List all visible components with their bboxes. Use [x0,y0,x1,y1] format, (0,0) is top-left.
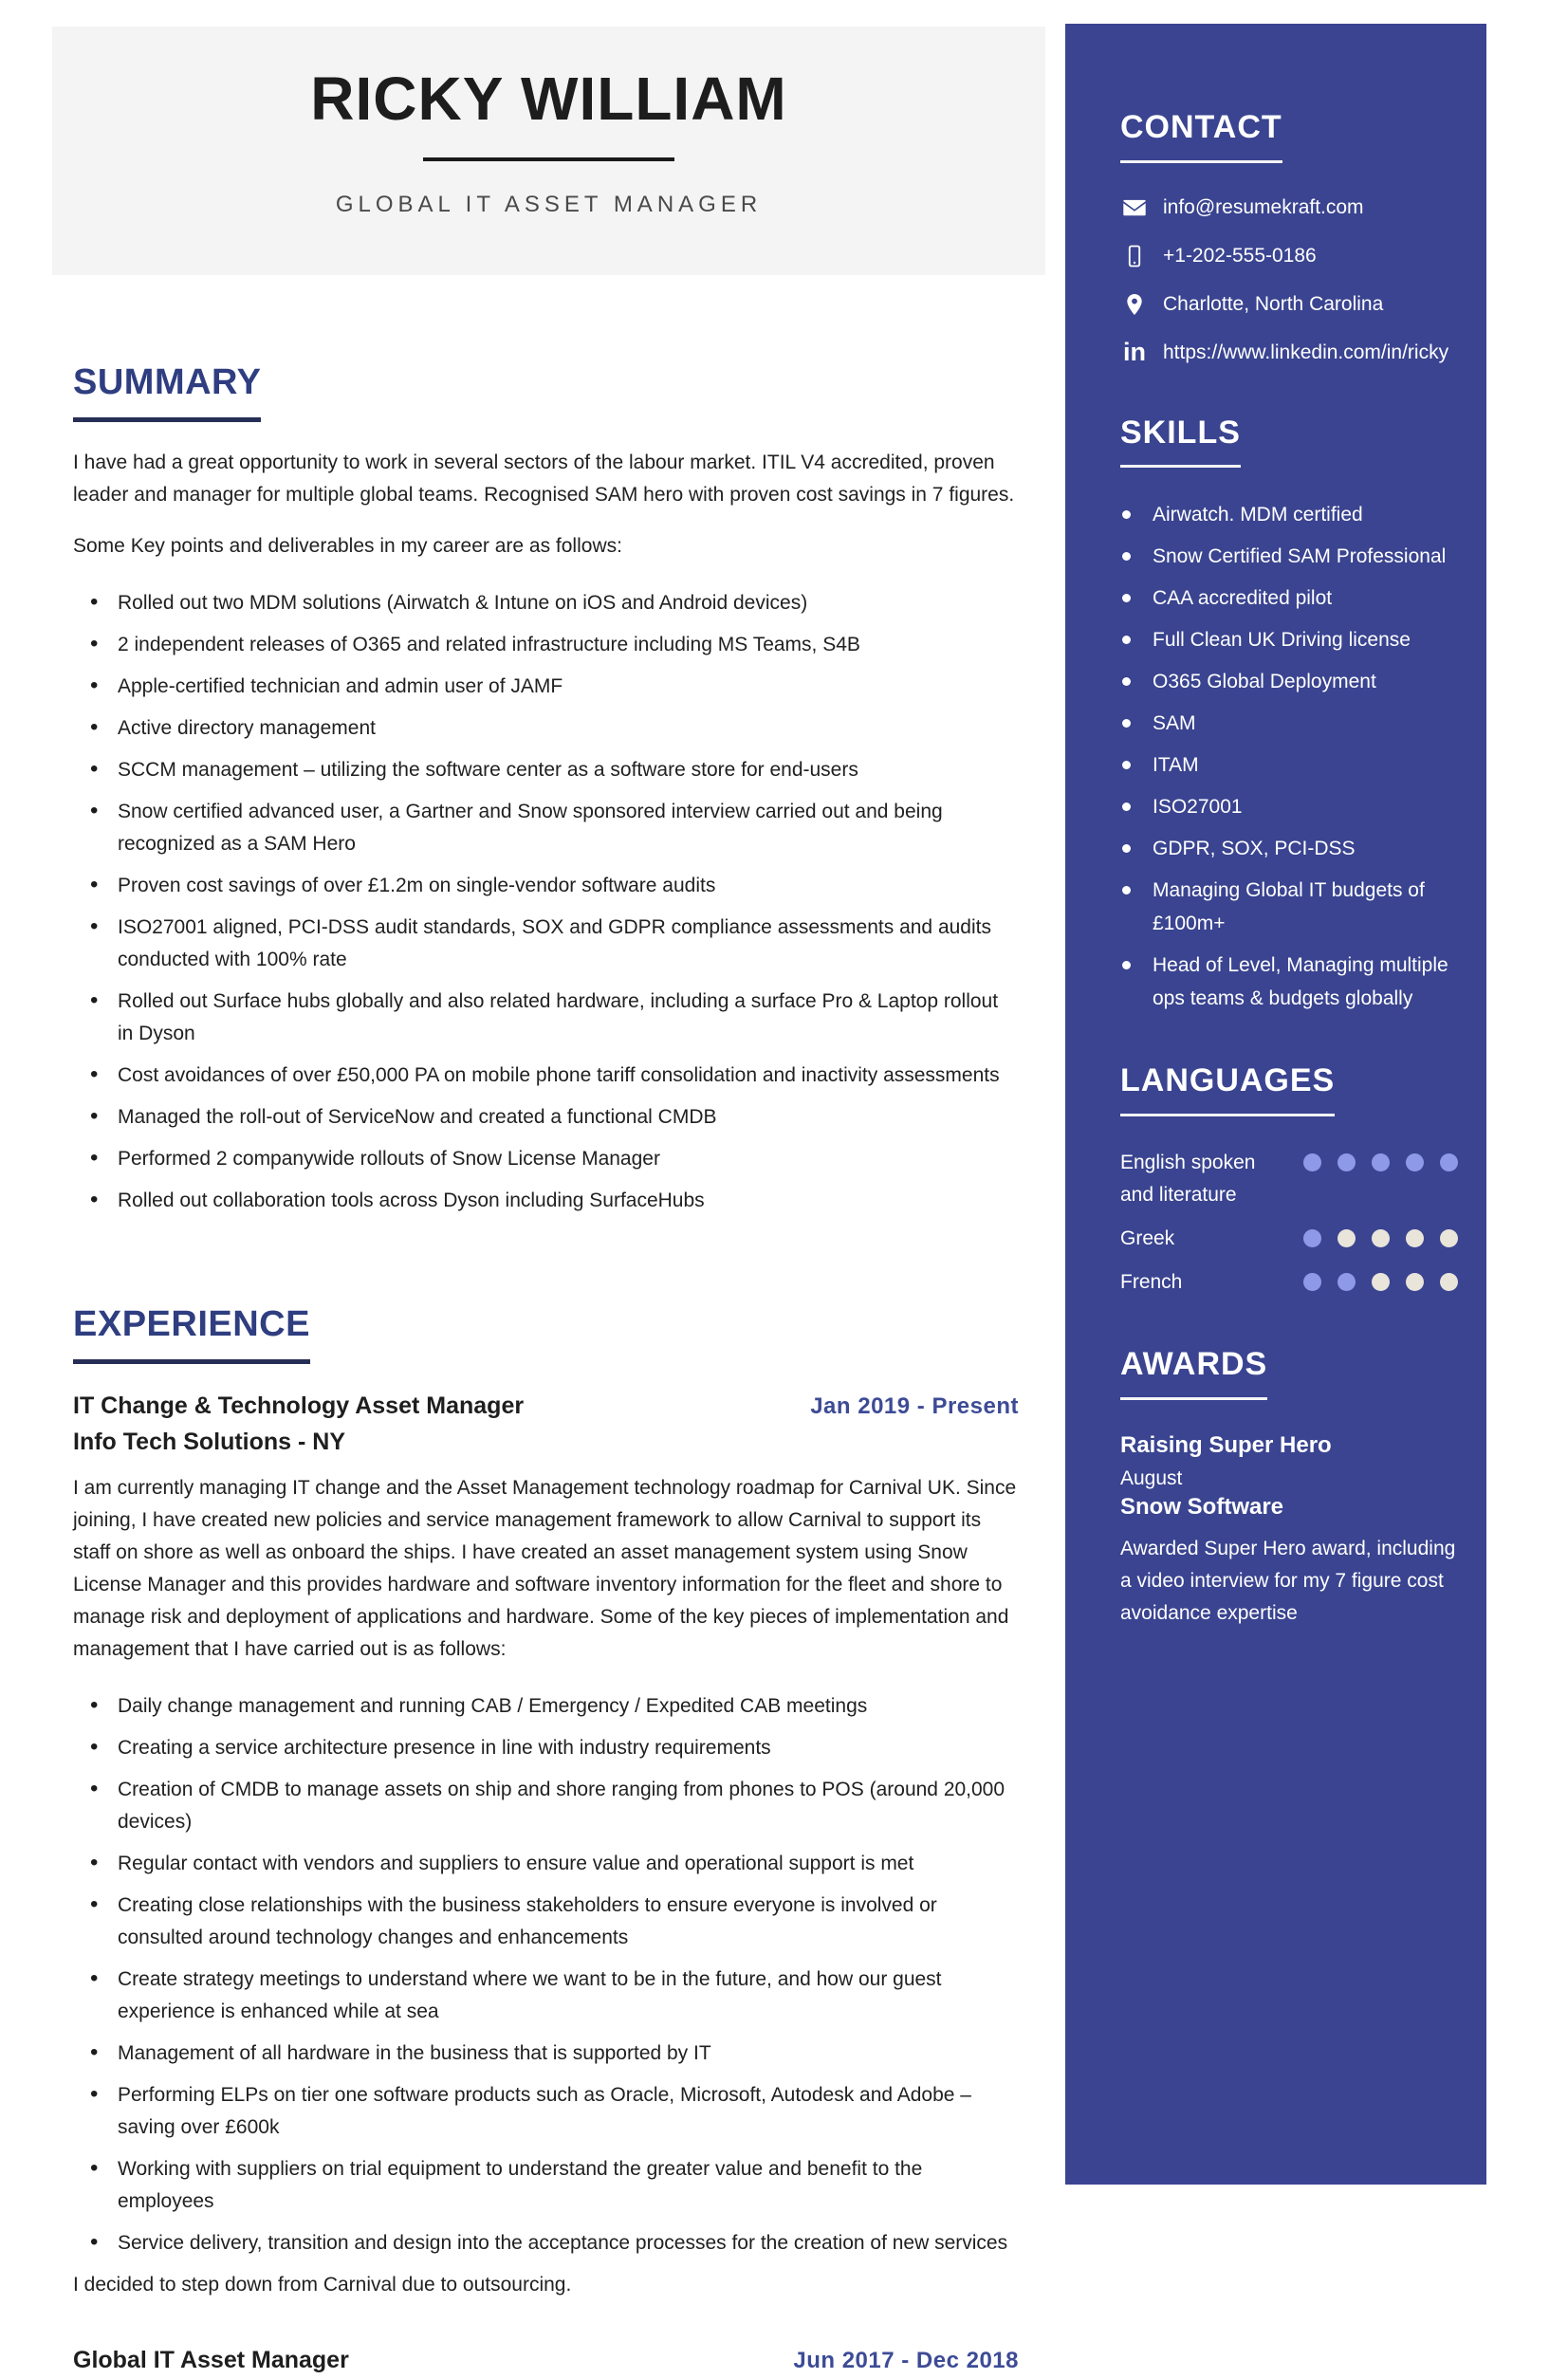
job-intro-paragraph: I am currently managing IT change and the Asset Management technology roadmap for Carnival UK. Since joining, I have created new policies and service management framework to allow Carnival to support its staff on shore as well as onboard the ships. I have created an asset management system using Snow License Manager and this provides hardware and software inventory information for the fleet and shore to manage risk and deployment of applications and hardware. Some of the key pieces of implementation and management that I have carried out is as follows: [73,1476,1017,1660]
job-bullet-item: • Creation of CMDB to manage assets on ship and shore ranging from phones to POS (around 20,000 devices) [73,1774,1019,1838]
main-column [52,27,1045,2379]
language-name: English spoken and literature [1120,1152,1256,1207]
contact-email[interactable]: info@resumekraft.com [1163,195,1364,218]
level-dot-empty [1440,1273,1458,1291]
contact-phone: +1-202-555-0186 [1163,244,1317,267]
main-content [73,364,1019,2377]
language-level-dots [1287,1266,1458,1296]
job-bullet-item: • Regular contact with vendors and suppliers to ensure value and operational support is met [73,1848,1019,1880]
summary-bullet-item: • Apple-certified technician and admin user of JAMF [73,671,1019,703]
summary-paragraph: I have had a great opportunity to work in several sectors of the labour market. ITIL V4 accredited, proven leader and manager for multiple global teams. Recognised SAM hero with proven cost savings in 7 figures. [73,451,1015,506]
linkedin-icon: in [1123,338,1146,367]
job-bullet-item: • Working with suppliers on trial equipment to understand the greater value and benefit to the employees [73,2153,1019,2218]
person-name: RICKY WILLIAM [310,65,787,133]
level-dot-empty [1440,1229,1458,1247]
contact-item-location [1120,290,1458,319]
job-entry [73,1389,1019,2301]
summary-heading: SUMMARY [73,364,261,422]
job-bullet-item: • Performing ELPs on tier one software products such as Oracle, Microsoft, Autodesk and Adobe – saving over £600k [73,2079,1019,2144]
skill-item: SAM [1120,707,1458,740]
level-dot-empty [1372,1273,1390,1291]
header [52,27,1045,275]
award-date: August [1120,1466,1183,1489]
job-bullet-item: • Creating close relationships with the business stakeholders to ensure everyone is involved or consulted around technology changes and enhancements [73,1890,1019,1954]
level-dot-empty [1372,1229,1390,1247]
job-bullet-list [73,1690,1019,2259]
job-company: Info Tech Solutions - NY [73,1428,346,1455]
language-row [1120,1223,1458,1255]
job-dates: Jun 2017 - Dec 2018 [793,2347,1019,2373]
skill-item: Head of Level, Managing multiple ops teams & budgets globally [1120,949,1458,1015]
job-entry [73,2343,1019,2377]
summary-bullet-item: • SCCM management – utilizing the software center as a software store for end-users [73,754,1019,786]
job-outro-paragraph: I decided to step down from Carnival due to outsourcing. [73,2273,572,2296]
language-row [1120,1147,1458,1211]
level-dot-filled [1303,1273,1321,1291]
awards-heading: AWARDS [1120,1348,1267,1400]
job-title: IT Change & Technology Asset Manager [73,1392,525,1419]
summary-bullet-item: • Proven cost savings of over £1.2m on single-vendor software audits [73,870,1019,902]
job-bullet-item: • Create strategy meetings to understand where we want to be in the future, and how our guest experience is enhanced while at sea [73,1964,1019,2028]
skill-item: GDPR, SOX, PCI-DSS [1120,832,1458,865]
language-row [1120,1266,1458,1299]
skill-item: ISO27001 [1120,790,1458,823]
languages-section [1120,1064,1458,1299]
contact-heading: CONTACT [1120,111,1282,163]
summary-bullet-item: • Active directory management [73,712,1019,745]
summary-bullet-item: • Managed the roll-out of ServiceNow and created a functional CMDB [73,1101,1019,1134]
summary-bullet-item: • Snow certified advanced user, a Gartner and Snow sponsored interview carried out and being recognized as a SAM Hero [73,796,1019,860]
summary-bullet-item: • Rolled out Surface hubs globally and also related hardware, including a surface Pro & Laptop rollout in Dyson [73,986,1019,1050]
level-dot-empty [1406,1229,1424,1247]
experience-heading: EXPERIENCE [73,1306,310,1364]
skill-item: Full Clean UK Driving license [1120,623,1458,656]
summary-bullet-item: • ISO27001 aligned, PCI-DSS audit standards, SOX and GDPR compliance assessments and audits conducted with 100% rate [73,912,1019,976]
summary-paragraph: Some Key points and deliverables in my career are as follows: [73,534,622,557]
job-bullet-item: • Daily change management and running CAB / Emergency / Expedited CAB meetings [73,1690,1019,1723]
skill-item: Managing Global IT budgets of £100m+ [1120,874,1458,940]
phone-icon [1120,242,1149,270]
job-bullet-item: • Creating a service architecture presence in line with industry requirements [73,1732,1019,1764]
level-dot-empty [1406,1273,1424,1291]
language-level-dots [1287,1147,1458,1176]
contact-item-phone [1120,242,1458,270]
contact-location: Charlotte, North Carolina [1163,292,1384,315]
job-header [73,1389,1019,1423]
email-icon [1120,194,1149,222]
skill-item: ITAM [1120,748,1458,782]
contact-item-email [1120,194,1458,222]
languages-list [1120,1147,1458,1299]
level-dot-filled [1372,1153,1390,1171]
job-title: Global IT Asset Manager [73,2346,349,2373]
location-icon [1120,290,1149,319]
summary-bullet-item: • 2 independent releases of O365 and related infrastructure including MS Teams, S4B [73,629,1019,661]
summary-bullet-item: • Rolled out collaboration tools across Dyson including SurfaceHubs [73,1185,1019,1217]
award-organization: Snow Software [1120,1494,1284,1521]
awards-section [1120,1348,1458,1630]
award-description: Awarded Super Hero award, including a video interview for my 7 figure cost avoidance expertise [1120,1537,1456,1624]
job-bullet-item: • Management of all hardware in the business that is supported by IT [73,2038,1019,2070]
job-dates: Jan 2019 - Present [810,1392,1019,1419]
skills-section [1120,416,1458,1016]
level-dot-filled [1337,1153,1356,1171]
skills-list [1120,498,1458,1015]
level-dot-filled [1303,1229,1321,1247]
summary-section [73,364,1019,1217]
language-name: Greek [1120,1227,1175,1250]
person-job-title: GLOBAL IT ASSET MANAGER [335,192,763,217]
level-dot-empty [1337,1229,1356,1247]
contact-list [1120,194,1458,367]
language-name: French [1120,1271,1183,1294]
languages-heading: LANGUAGES [1120,1064,1335,1116]
skill-item: CAA accredited pilot [1120,581,1458,615]
skill-item: O365 Global Deployment [1120,665,1458,698]
contact-linkedin-url[interactable]: https://www.linkedin.com/in/ricky [1163,341,1449,363]
language-level-dots [1287,1223,1458,1252]
contact-item-linkedin [1120,339,1458,367]
level-dot-filled [1337,1273,1356,1291]
level-dot-filled [1440,1153,1458,1171]
level-dot-filled [1303,1153,1321,1171]
name-underline [423,157,674,161]
skill-item: Airwatch. MDM certified [1120,498,1458,531]
summary-bullet-item: • Rolled out two MDM solutions (Airwatch & Intune on iOS and Android devices) [73,587,1019,619]
summary-bullet-item: • Performed 2 companywide rollouts of Snow License Manager [73,1143,1019,1175]
skill-item: Snow Certified SAM Professional [1120,540,1458,573]
level-dot-filled [1406,1153,1424,1171]
award-title: Raising Super Hero [1120,1431,1332,1458]
summary-bullet-item: • Cost avoidances of over £50,000 PA on mobile phone tariff consolidation and inactivity assessments [73,1060,1019,1092]
skills-heading: SKILLS [1120,416,1241,469]
summary-bullet-list [73,587,1019,1217]
job-bullet-item: • Service delivery, transition and design into the acceptance processes for the creation of new services [73,2227,1019,2259]
contact-section [1120,111,1458,367]
sidebar [1065,24,1486,2185]
experience-section [73,1303,1019,2377]
